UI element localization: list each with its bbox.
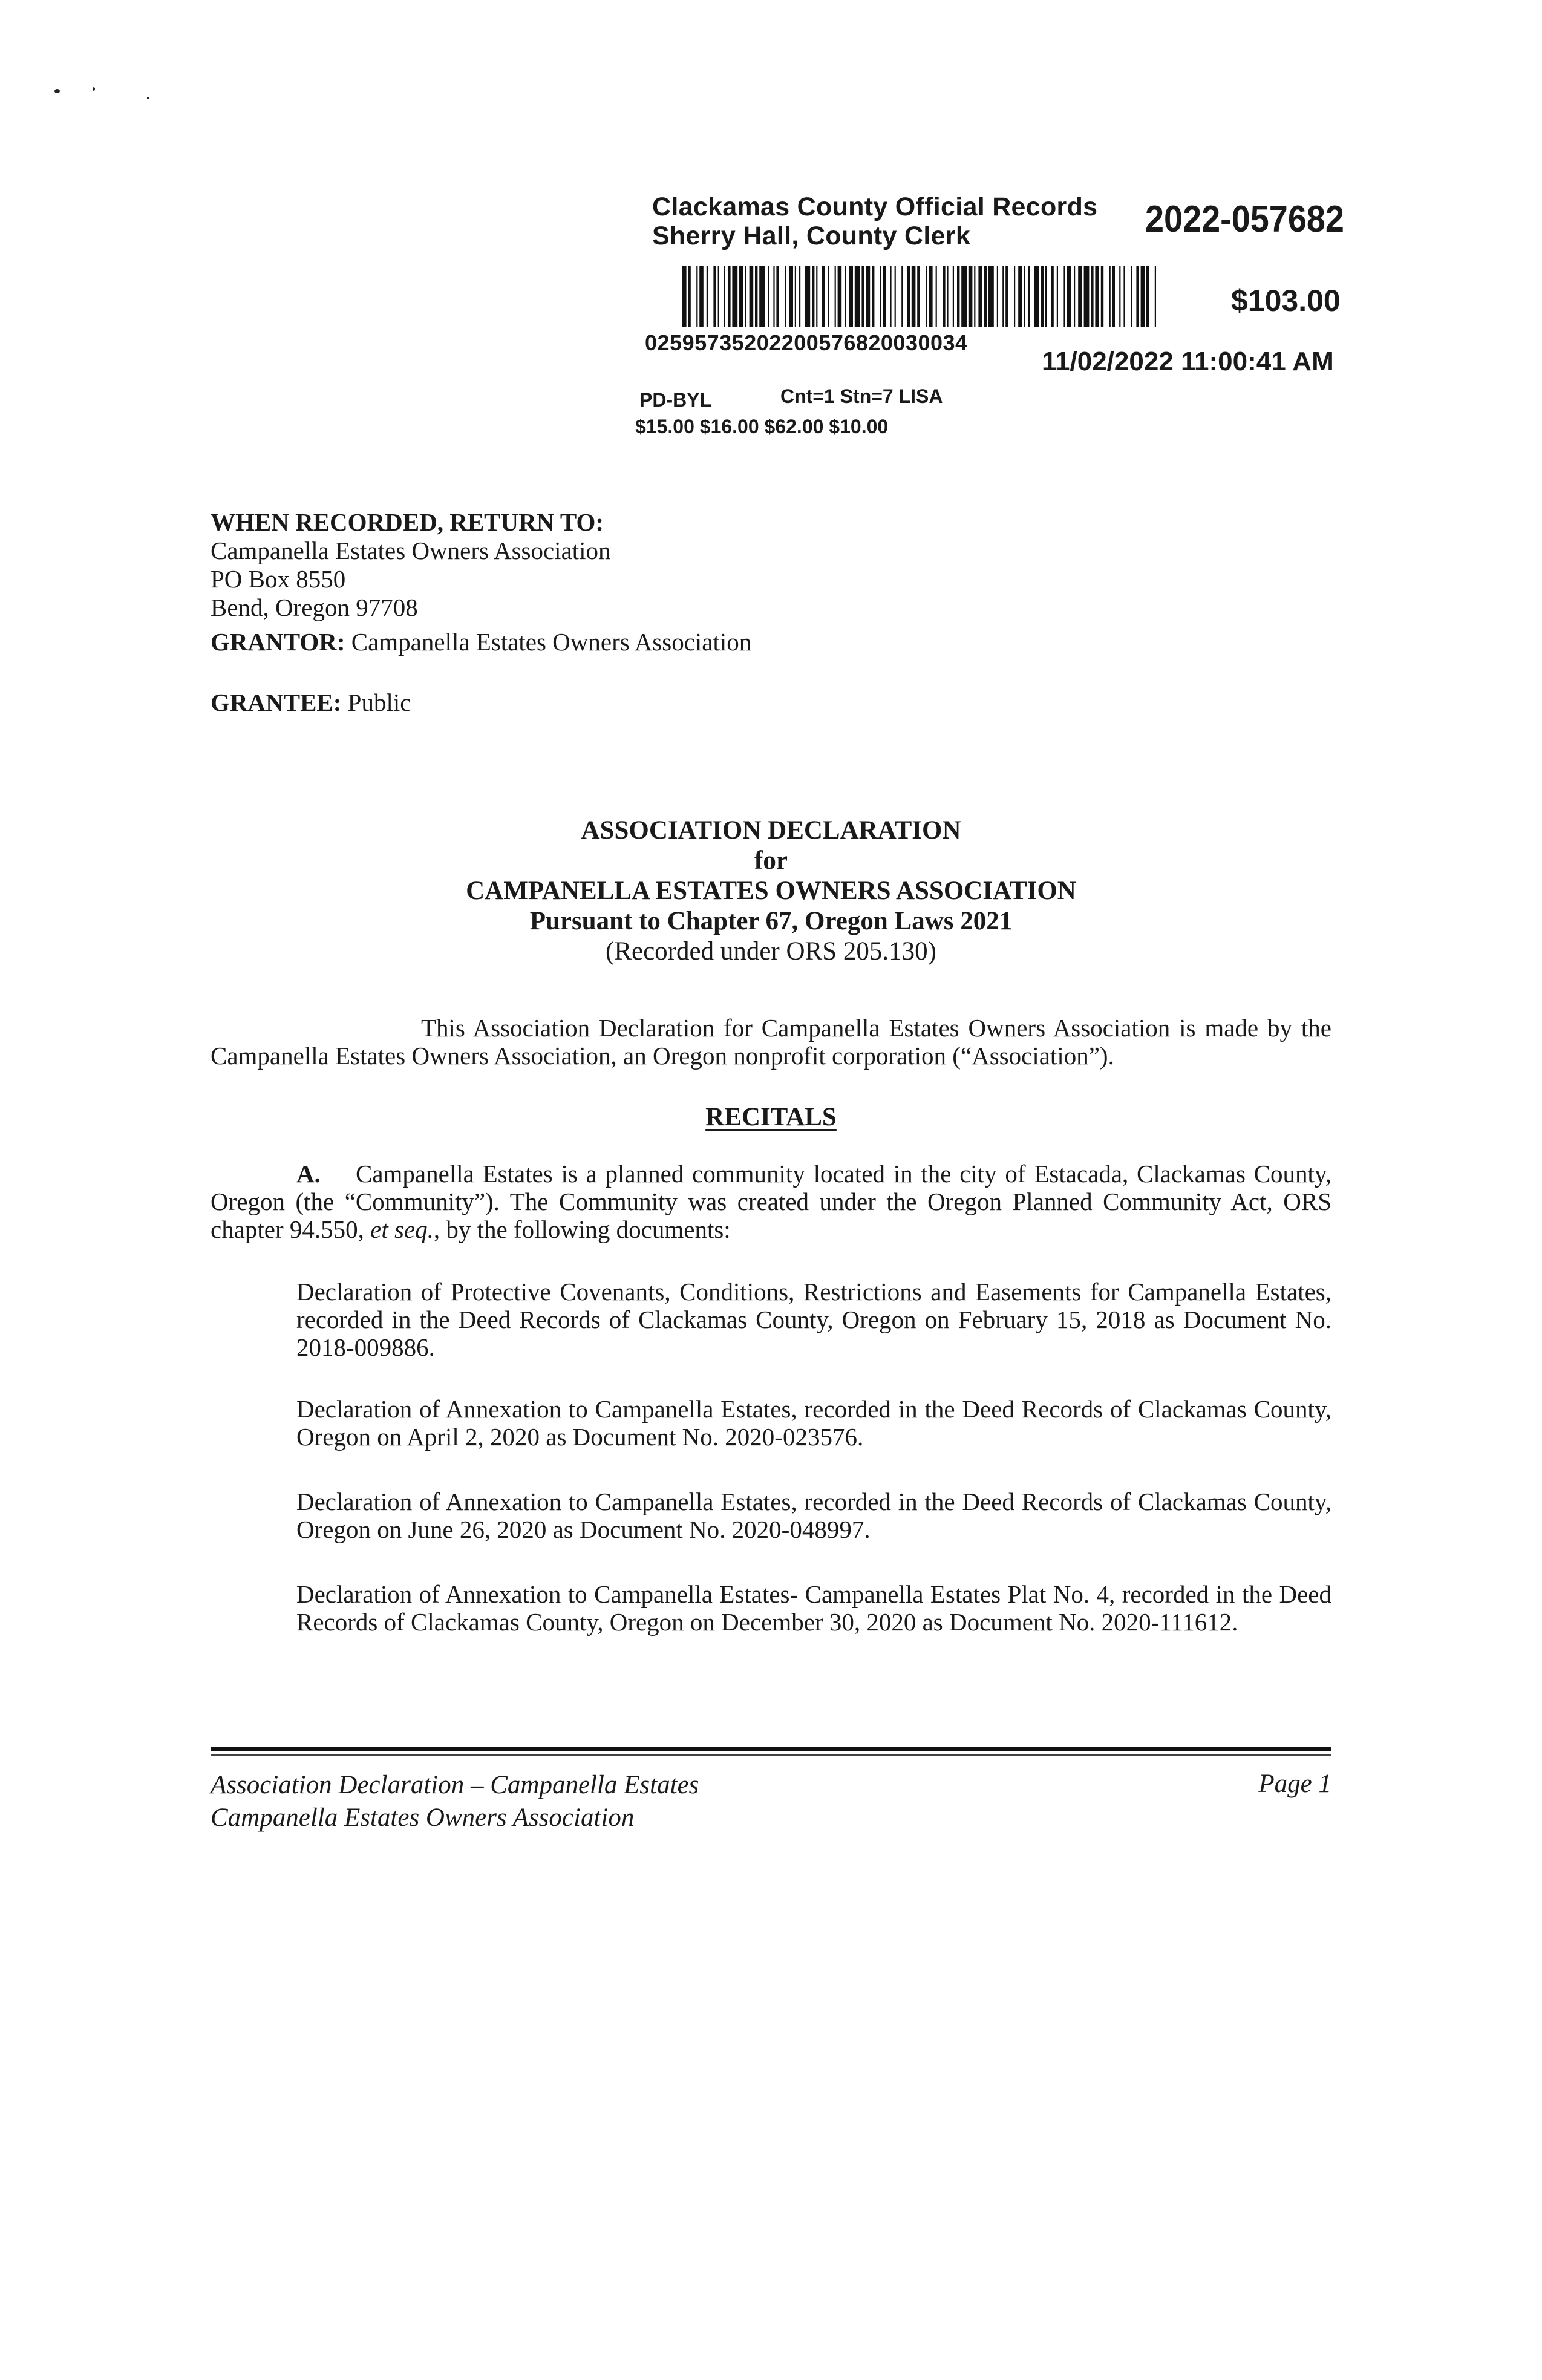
grantor-value: Campanella Estates Owners Association bbox=[351, 628, 752, 656]
grantor-label: GRANTOR: bbox=[211, 628, 345, 656]
recording-counts: Cnt=1 Stn=7 LISA bbox=[780, 385, 943, 407]
footer-rule bbox=[211, 1747, 1331, 1751]
scan-speck bbox=[147, 97, 149, 99]
footer-caption bbox=[211, 1769, 699, 1834]
grantee-line bbox=[211, 688, 411, 717]
recorded-document-item: Declaration of Protective Covenants, Conditions, Restrictions and Easements for Campanella Estates, recorded in the Deed Records of Clackamas County, Oregon on February 15, 2018 as Document No. 2018-009886. bbox=[296, 1278, 1331, 1361]
recital-a-text-end: , by the following documents: bbox=[433, 1215, 731, 1243]
recording-fee-total: $103.00 bbox=[1231, 284, 1341, 318]
recitals-heading: RECITALS bbox=[705, 1103, 837, 1131]
barcode-number: 02595735202200576820030034 bbox=[645, 330, 968, 355]
title-line: Pursuant to Chapter 67, Oregon Laws 2021 bbox=[529, 907, 1013, 935]
document-number: 2022-057682 bbox=[1145, 198, 1344, 240]
recital-a-label: A. bbox=[296, 1160, 321, 1188]
title-line: (Recorded under ORS 205.130) bbox=[606, 937, 936, 966]
scan-speck bbox=[54, 89, 60, 93]
recorder-office bbox=[652, 192, 1097, 250]
recorded-document-item: Declaration of Annexation to Campanella Estates, recorded in the Deed Records of Clackamas County, Oregon on April 2, 2020 as Document No. 2020-023576. bbox=[296, 1395, 1331, 1451]
scan-speck bbox=[93, 87, 95, 91]
title-line: ASSOCIATION DECLARATION bbox=[581, 816, 961, 845]
recital-a-text: Campanella Estates is a planned community located in the city of Estacada, Clackamas County, Oregon (the “Community”). The Community was created under the Oregon Planned Community Act, ORS chapter 94.550, bbox=[211, 1160, 1331, 1243]
recorded-document-item: Declaration of Annexation to Campanella Estates- Campanella Estates Plat No. 4, recorded in the Deed Records of Clackamas County, Oregon on December 30, 2020 as Document No. 2020-111612. bbox=[296, 1580, 1331, 1636]
recital-a bbox=[211, 1160, 1331, 1243]
return-to-line: Bend, Oregon 97708 bbox=[211, 593, 418, 621]
recorded-document-item: Declaration of Annexation to Campanella Estates, recorded in the Deed Records of Clackamas County, Oregon on June 26, 2020 as Document No. 2020-048997. bbox=[296, 1488, 1331, 1543]
footer-rule-thin bbox=[211, 1754, 1331, 1756]
intro-paragraph: This Association Declaration for Campanella Estates Owners Association is made by the Campanella Estates Owners Association, an Oregon nonprofit corporation (“Association”). bbox=[211, 1014, 1331, 1070]
footer-line: Association Declaration – Campanella Estates bbox=[211, 1771, 699, 1799]
barcode-image bbox=[682, 266, 1156, 327]
recorded-datetime: 11/02/2022 11:00:41 AM bbox=[1042, 347, 1334, 376]
title-line: for bbox=[754, 846, 788, 875]
return-to-line: Campanella Estates Owners Association bbox=[211, 537, 611, 564]
grantee-value: Public bbox=[347, 688, 411, 716]
grantor-line bbox=[211, 628, 751, 656]
return-to-line: PO Box 8550 bbox=[211, 565, 346, 593]
title-line: CAMPANELLA ESTATES OWNERS ASSOCIATION bbox=[466, 877, 1076, 905]
grantee-label: GRANTEE: bbox=[211, 688, 342, 716]
document-title bbox=[211, 816, 1331, 967]
fee-breakdown: $15.00 $16.00 $62.00 $10.00 bbox=[635, 416, 889, 437]
document-type-code: PD-BYL bbox=[639, 389, 712, 411]
recorder-office-line1: Clackamas County Official Records bbox=[652, 192, 1098, 221]
recital-a-italic: et seq. bbox=[370, 1215, 434, 1243]
return-to-block bbox=[211, 508, 611, 622]
recorder-office-line2: Sherry Hall, County Clerk bbox=[652, 221, 971, 250]
footer-line: Campanella Estates Owners Association bbox=[211, 1803, 635, 1832]
return-to-label: WHEN RECORDED, RETURN TO: bbox=[211, 508, 604, 536]
page-number: Page 1 bbox=[1258, 1770, 1331, 1798]
